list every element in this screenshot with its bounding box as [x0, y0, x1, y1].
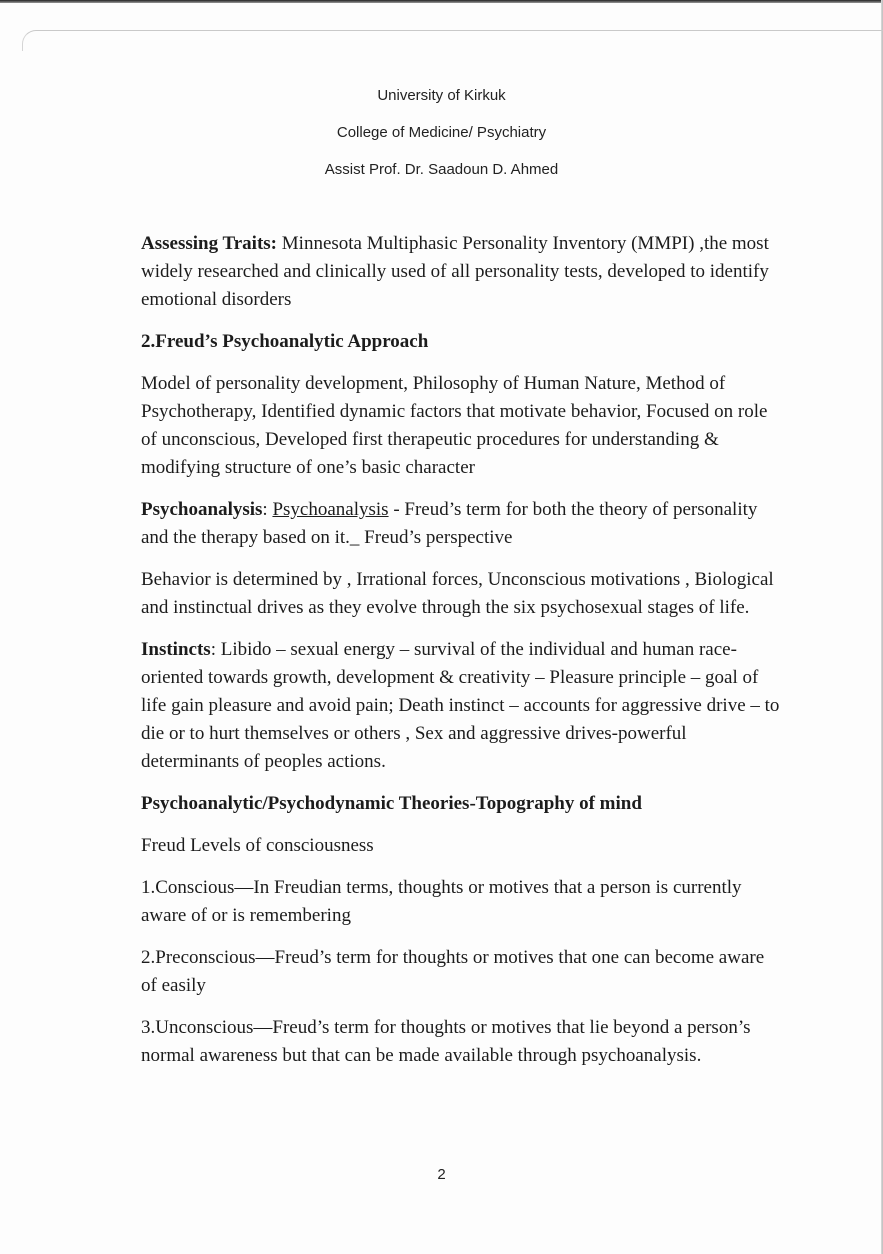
model-paragraph: Model of personality development, Philosophy of Human Nature, Method of Psychotherapy, Identified dynamic factors that motivate behavior, Focused on role of unconscious, Developed first therapeutic procedures for understanding & modifying structure of one’s basic character — [141, 373, 768, 478]
assessing-traits-text: Minnesota Multiphasic Personality Inventory (MMPI) ,the most widely researched and clinically used of all personality tests, developed to identify emotional disorders — [141, 233, 769, 310]
college-name: College of Medicine/ Psychiatry — [336, 124, 547, 141]
instincts-paragraph — [141, 636, 781, 776]
level-unconscious: 3.Unconscious—Freud’s term for thoughts or motives that lie beyond a person’s normal awareness but that can be made available through psychoanalysis. — [141, 1017, 751, 1066]
psychoanalysis-term: Psychoanalysis — [272, 499, 389, 520]
author-name: Assist Prof. Dr. Saadoun D. Ahmed — [324, 161, 559, 178]
scan-edge-top — [0, 0, 883, 3]
scan-page-curl — [22, 30, 883, 51]
level-preconscious: 2.Preconscious—Freud’s term for thoughts or motives that one can become aware of easily — [141, 947, 765, 996]
document-body — [141, 230, 781, 1084]
page-number: 2 — [437, 1166, 446, 1183]
behavior-paragraph: Behavior is determined by , Irrational forces, Unconscious motivations , Biological and instinctual drives as they evolve through the six psychosexual stages of life. — [141, 569, 774, 618]
university-name: University of Kirkuk — [377, 87, 506, 104]
assessing-traits-label: Assessing Traits: — [141, 233, 278, 254]
instincts-label: Instincts — [141, 639, 211, 660]
freud-heading-text: 2.Freud’s Psychoanalytic Approach — [141, 331, 429, 352]
psychoanalysis-paragraph — [141, 496, 781, 552]
topography-heading-text: Psychoanalytic/Psychodynamic Theories-Topography of mind — [141, 793, 642, 814]
levels-intro: Freud Levels of consciousness — [141, 835, 374, 856]
document-header — [0, 86, 883, 197]
level-conscious: 1.Conscious—In Freudian terms, thoughts or motives that a person is currently aware of or is remembering — [141, 877, 742, 926]
psychoanalysis-label: Psychoanalysis — [141, 499, 263, 520]
instincts-text: : Libido – sexual energy – survival of the individual and human race-oriented towards growth, development & creativity – Pleasure principle – goal of life gain pleasure and avoid pain; Death instinct – accounts for aggressive drive – to die or to hurt themselves or others , Sex and aggressive drives-powerful determinants of peoples actions. — [141, 639, 780, 772]
psychoanalysis-text: - Freud’s term for both the theory of personality and the therapy based on it._ Freud’s perspective — [141, 499, 758, 548]
psychoanalysis-colon: : — [262, 499, 273, 520]
topography-heading — [141, 790, 781, 818]
assessing-traits-paragraph — [141, 230, 781, 314]
freud-heading — [141, 328, 781, 356]
